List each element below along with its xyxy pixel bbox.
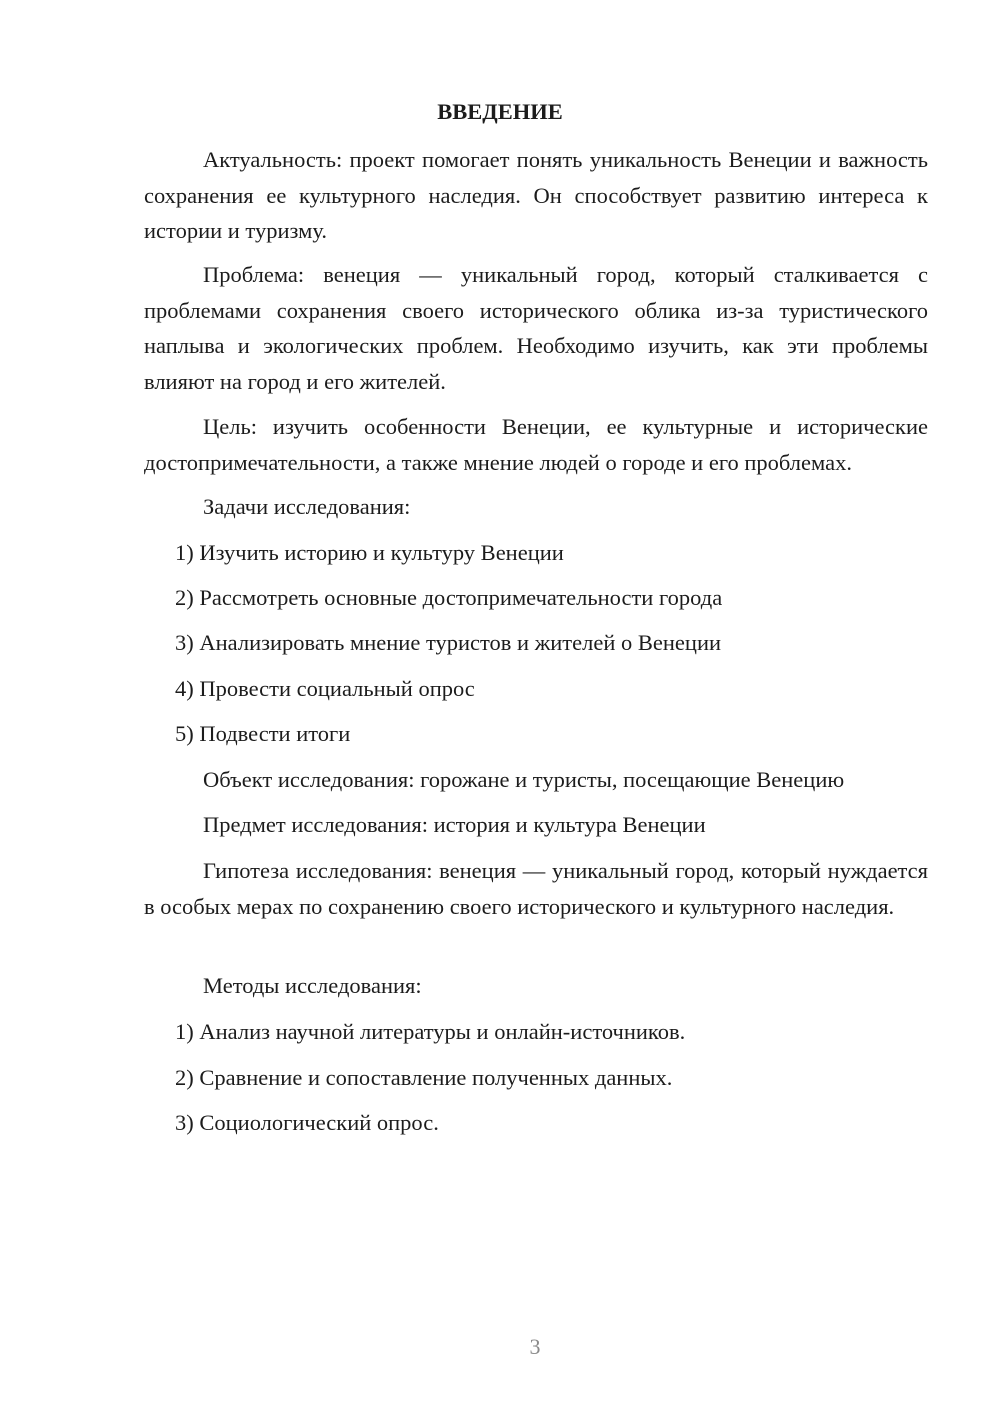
- goal-paragraph: Цель: изучить особенности Венеции, ее культурные и исторические достопримечательности, а также мнение людей о городе и его проблемах.: [144, 414, 928, 475]
- problem-paragraph: Проблема: венеция — уникальный город, который сталкивается с проблемами сохранения своего исторического облика из-за туристического наплыва и экологических проблем. Необходимо изучить, как эти проблемы влияют на город и его жителей.: [144, 262, 928, 394]
- tasks-label: Задачи исследования:: [203, 494, 411, 519]
- task-item-4: 4) Провести социальный опрос: [175, 676, 475, 701]
- task-item-5: 5) Подвести итоги: [175, 721, 351, 746]
- hypothesis-paragraph: Гипотеза исследования: венеция — уникальный город, который нуждается в особых мерах по сохранению своего исторического и культурного наследия.: [144, 858, 928, 919]
- task-item-3: 3) Анализировать мнение туристов и жителей о Венеции: [175, 630, 722, 655]
- method-item-3: 3) Социологический опрос.: [175, 1110, 439, 1135]
- research-subject: Предмет исследования: история и культура Венеции: [203, 812, 706, 837]
- relevance-paragraph: Актуальность: проект помогает понять уникальность Венеции и важность сохранения ее культурного наследия. Он способствует развитию интереса к истории и туризму.: [144, 147, 928, 243]
- method-item-1: 1) Анализ научной литературы и онлайн-источников.: [175, 1019, 686, 1044]
- research-object: Объект исследования: горожане и туристы, посещающие Венецию: [203, 767, 845, 792]
- methods-label: Методы исследования:: [203, 973, 422, 998]
- task-item-2: 2) Рассмотреть основные достопримечательности города: [175, 585, 723, 610]
- page-number: 3: [529, 1334, 541, 1359]
- method-item-2: 2) Сравнение и сопоставление полученных данных.: [175, 1065, 673, 1090]
- task-item-1: 1) Изучить историю и культуру Венеции: [175, 540, 564, 565]
- section-heading: ВВЕДЕНИЕ: [437, 99, 563, 124]
